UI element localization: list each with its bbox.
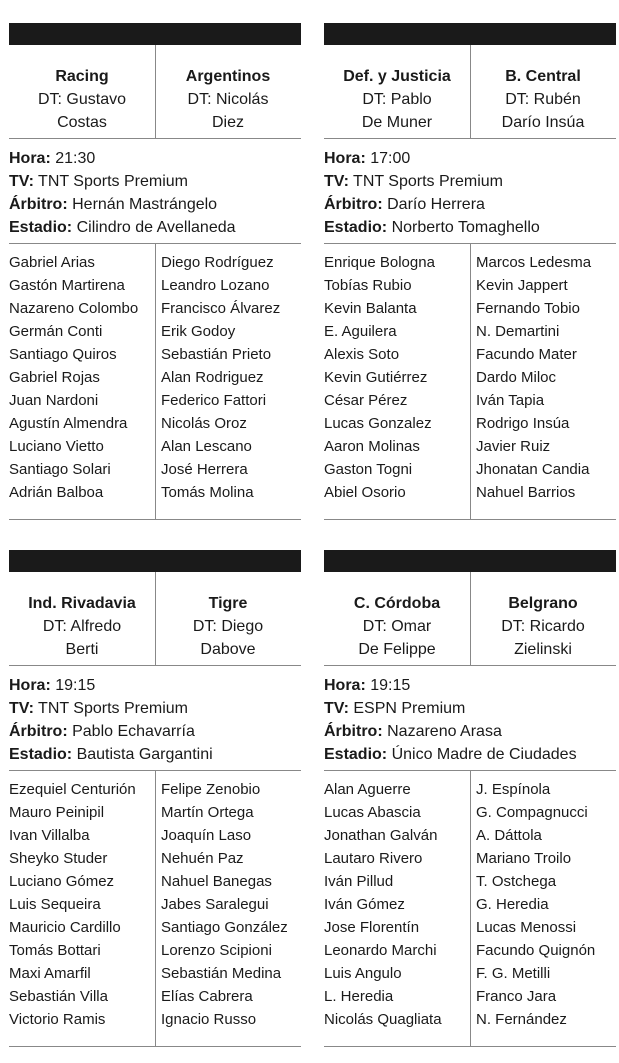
bottom-rule [324,519,616,520]
arbitro-label: Árbitro: [9,196,68,213]
away-team [470,572,616,665]
away-player: Lorenzo Scipioni [161,942,272,959]
lineup-divider [470,244,471,519]
tv-label: TV: [9,700,34,717]
home-lineup [9,244,149,519]
tv-line [9,170,301,193]
home-team [9,45,155,138]
hora-line [324,674,616,697]
lineup-divider [470,771,471,1046]
away-player: F. G. Metilli [476,965,551,982]
home-player: Kevin Gutiérrez [324,369,428,386]
estadio-label: Estadio: [9,746,73,763]
away-player: Elías Cabrera [161,988,253,1005]
away-player: Martín Ortega [161,804,254,821]
team-divider [155,572,156,665]
home-player: E. Aguilera [324,323,397,340]
home-player: Sheyko Studer [9,850,108,867]
home-team-name: Racing [55,68,109,85]
lineup-divider [155,244,156,519]
hora-line [9,147,301,170]
away-coach: DT: Nicolás [187,91,269,108]
hora-label: Hora: [9,150,51,167]
away-coach: DT: Ricardo [501,618,585,635]
away-coach-name: Zielinski [514,641,572,658]
tv-label: TV: [324,173,349,190]
home-player: L. Heredia [324,988,394,1005]
home-player: Adrián Balboa [9,484,104,501]
home-player: Kevin Balanta [324,300,417,317]
match-card [324,23,616,520]
home-coach-name: Costas [57,114,107,131]
away-player: J. Espínola [476,781,551,798]
away-team [155,572,301,665]
home-player: Luis Sequeira [9,896,101,913]
home-player: Agustín Almendra [9,415,128,432]
home-lineup [324,244,464,519]
home-player: Nicolás Quagliata [324,1011,442,1028]
home-team-name: C. Córdoba [353,595,441,612]
home-player: Aaron Molinas [324,438,420,455]
away-lineup [149,771,301,1046]
away-player: Jhonatan Candia [476,461,590,478]
away-player: Nehuén Paz [161,850,244,867]
home-coach: DT: Gustavo [37,91,127,108]
away-player: Facundo Quignón [476,942,596,959]
home-player: Alexis Soto [324,346,400,363]
away-player: Alan Rodriguez [161,369,264,386]
hora-value: 19:15 [370,677,411,694]
home-coach: DT: Omar [362,618,432,635]
away-player: Jabes Saralegui [161,896,269,913]
hora-line [324,147,616,170]
away-player: Leandro Lozano [161,277,270,294]
match-info [324,666,616,770]
home-team [324,572,470,665]
match-card [9,550,301,1047]
teams-row [324,45,616,138]
estadio-line [324,743,616,766]
away-player: N. Demartini [476,323,560,340]
away-lineup [149,244,301,519]
arbitro-label: Árbitro: [324,196,383,213]
bottom-rule [9,519,301,520]
away-player: Ignacio Russo [161,1011,257,1028]
teams-row [9,572,301,665]
match-card [324,550,616,1047]
estadio-line [9,216,301,239]
away-team-name: B. Central [505,68,581,85]
home-coach: DT: Pablo [362,91,432,108]
home-player: Victorio Ramis [9,1011,106,1028]
home-player: Mauro Peinipil [9,804,105,821]
away-player: Federico Fattori [161,392,267,409]
away-player: G. Compagnucci [476,804,588,821]
match-info [9,666,301,770]
home-player: Luciano Vietto [9,438,104,455]
match-card [9,23,301,520]
home-player: Gaston Togni [324,461,413,478]
team-divider [155,45,156,138]
arbitro-label: Árbitro: [9,723,68,740]
away-player: Mariano Troilo [476,850,572,867]
home-player: Sebastián Villa [9,988,108,1005]
home-coach-name: Berti [65,641,99,658]
estadio-value: Único Madre de Ciudades [391,746,577,763]
home-player: Tomás Bottari [9,942,101,959]
away-player: Francisco Álvarez [161,300,281,317]
home-lineup [9,771,149,1046]
away-player: Sebastián Medina [161,965,282,982]
arbitro-line [9,193,301,216]
home-player: Lucas Abascia [324,804,421,821]
away-player: Tomás Molina [161,484,254,501]
arbitro-line [324,193,616,216]
header-bar [9,23,301,45]
home-team-name: Def. y Justicia [343,68,451,85]
away-player: Iván Tapia [476,392,545,409]
tv-value: TNT Sports Premium [353,173,503,190]
hora-line [9,674,301,697]
arbitro-value: Darío Herrera [387,196,485,213]
home-coach: DT: Alfredo [42,618,122,635]
lineups [9,771,301,1046]
estadio-label: Estadio: [9,219,73,236]
bottom-rule [9,1046,301,1047]
away-player: G. Heredia [476,896,549,913]
home-player: Luis Angulo [324,965,402,982]
estadio-value: Norberto Tomaghello [391,219,540,236]
away-player: José Herrera [161,461,248,478]
away-player: T. Ostchega [476,873,557,890]
away-player: Javier Ruiz [476,438,551,455]
away-player: Dardo Miloc [476,369,557,386]
team-divider [470,45,471,138]
home-player: Tobías Rubio [324,277,412,294]
arbitro-line [324,720,616,743]
away-player: Marcos Ledesma [476,254,592,271]
away-player: Fernando Tobio [476,300,580,317]
away-player: Erik Godoy [161,323,236,340]
away-player: Facundo Mater [476,346,577,363]
hora-label: Hora: [9,677,51,694]
teams-row [9,45,301,138]
arbitro-value: Nazareno Arasa [387,723,502,740]
match-info [324,139,616,243]
home-player: Juan Nardoni [9,392,99,409]
arbitro-label: Árbitro: [324,723,383,740]
home-team [9,572,155,665]
home-team [324,45,470,138]
estadio-value: Bautista Gargantini [76,746,213,763]
bottom-rule [324,1046,616,1047]
away-player: Kevin Jappert [476,277,568,294]
arbitro-value: Pablo Echavarría [72,723,195,740]
home-player: Germán Conti [9,323,103,340]
away-team [155,45,301,138]
team-divider [470,572,471,665]
tv-value: TNT Sports Premium [38,700,188,717]
away-player: Rodrigo Insúa [476,415,570,432]
estadio-line [324,216,616,239]
tv-value: ESPN Premium [353,700,466,717]
match-info [9,139,301,243]
home-player: Maxi Amarfil [9,965,91,982]
home-player: Lucas Gonzalez [324,415,432,432]
away-player: Nicolás Oroz [161,415,247,432]
home-lineup [324,771,464,1046]
away-coach-name: Darío Insúa [501,114,585,131]
estadio-label: Estadio: [324,746,388,763]
home-coach-name: De Muner [361,114,433,131]
away-coach-name: Dabove [200,641,256,658]
lineups [324,244,616,519]
home-player: Gabriel Rojas [9,369,100,386]
home-player: Iván Gómez [324,896,405,913]
home-player: Iván Pillud [324,873,394,890]
away-coach-name: Diez [211,114,244,131]
away-player: Franco Jara [476,988,557,1005]
header-bar [324,23,616,45]
home-player: Gabriel Arias [9,254,95,271]
away-team-name: Tigre [208,595,248,612]
home-player: Ivan Villalba [9,827,90,844]
hora-value: 21:30 [55,150,96,167]
home-player: Alan Aguerre [324,781,411,798]
home-player: Mauricio Cardillo [9,919,121,936]
tv-label: TV: [324,700,349,717]
home-player: Leonardo Marchi [324,942,437,959]
home-player: Luciano Gómez [9,873,115,890]
away-player: Felipe Zenobio [161,781,261,798]
away-team-name: Belgrano [508,595,578,612]
away-player: Nahuel Barrios [476,484,576,501]
teams-row [324,572,616,665]
home-player: Ezequiel Centurión [9,781,136,798]
lineups [9,244,301,519]
away-player: Joaquín Laso [161,827,252,844]
home-coach-name: De Felippe [358,641,436,658]
arbitro-value: Hernán Mastrángelo [72,196,218,213]
header-bar [9,550,301,572]
tv-line [9,697,301,720]
estadio-line [9,743,301,766]
away-team [470,45,616,138]
away-lineup [464,771,616,1046]
home-player: Jose Florentín [324,919,420,936]
away-team-name: Argentinos [185,68,271,85]
home-player: Gastón Martirena [9,277,125,294]
lineup-divider [155,771,156,1046]
arbitro-line [9,720,301,743]
hora-value: 19:15 [55,677,96,694]
home-player: Enrique Bologna [324,254,435,271]
away-player: Alan Lescano [161,438,252,455]
away-coach: DT: Diego [192,618,264,635]
hora-label: Hora: [324,677,366,694]
away-lineup [464,244,616,519]
tv-line [324,170,616,193]
away-player: N. Fernández [476,1011,567,1028]
lineups [324,771,616,1046]
away-coach: DT: Rubén [505,91,581,108]
home-player: César Pérez [324,392,408,409]
home-player: Jonathan Galván [324,827,438,844]
away-player: Sebastián Prieto [161,346,272,363]
hora-value: 17:00 [370,150,411,167]
home-player: Nazareno Colombo [9,300,139,317]
home-player: Abiel Osorio [324,484,406,501]
hora-label: Hora: [324,150,366,167]
estadio-label: Estadio: [324,219,388,236]
estadio-value: Cilindro de Avellaneda [76,219,236,236]
away-player: Lucas Menossi [476,919,577,936]
tv-value: TNT Sports Premium [38,173,188,190]
away-player: Santiago González [161,919,288,936]
away-player: Nahuel Banegas [161,873,272,890]
tv-line [324,697,616,720]
header-bar [324,550,616,572]
home-team-name: Ind. Rivadavia [28,595,136,612]
tv-label: TV: [9,173,34,190]
home-player: Lautaro Rivero [324,850,423,867]
away-player: A. Dáttola [476,827,542,844]
home-player: Santiago Solari [9,461,111,478]
home-player: Santiago Quiros [9,346,117,363]
away-player: Diego Rodríguez [161,254,274,271]
